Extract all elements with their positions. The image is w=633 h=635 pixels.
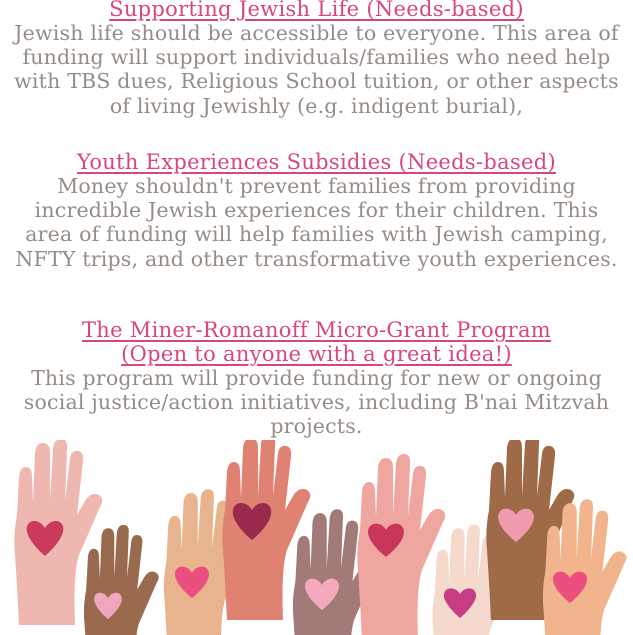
heading-youth-experiences[interactable]: Youth Experiences Subsidies (Needs-based)	[77, 150, 556, 174]
heading-supporting-jewish-life[interactable]: Supporting Jewish Life (Needs-based)	[109, 0, 524, 21]
section-youth-experiences	[0, 150, 633, 271]
body-micro-grant: This program will provide funding for new or ongoing social justice/action initiatives, including B'nai Mitzvah projects.	[23, 366, 610, 439]
hand-2	[84, 525, 159, 635]
body-youth-experiences: Money shouldn't prevent families from providing incredible Jewish experiences for their children. This area of funding will help families with Jewish camping, NFTY trips, and other transformative youth experiences.	[15, 174, 618, 271]
section-supporting-jewish-life	[0, 0, 633, 118]
body-supporting-jewish-life: Jewish life should be accessible to everyone. This area of funding will support individuals/families who need help with TBS dues, Religious School tuition, or other aspects of living Jewishly (e.g. indigent burial),	[14, 21, 619, 118]
section-micro-grant	[0, 318, 633, 439]
raised-hands-with-hearts-icon	[0, 440, 633, 635]
heading-micro-grant-subtitle[interactable]: (Open to anyone with a great idea!)	[121, 342, 512, 366]
hand-6	[357, 454, 445, 635]
heading-micro-grant[interactable]: The Miner-Romanoff Micro-Grant Program	[81, 318, 552, 342]
